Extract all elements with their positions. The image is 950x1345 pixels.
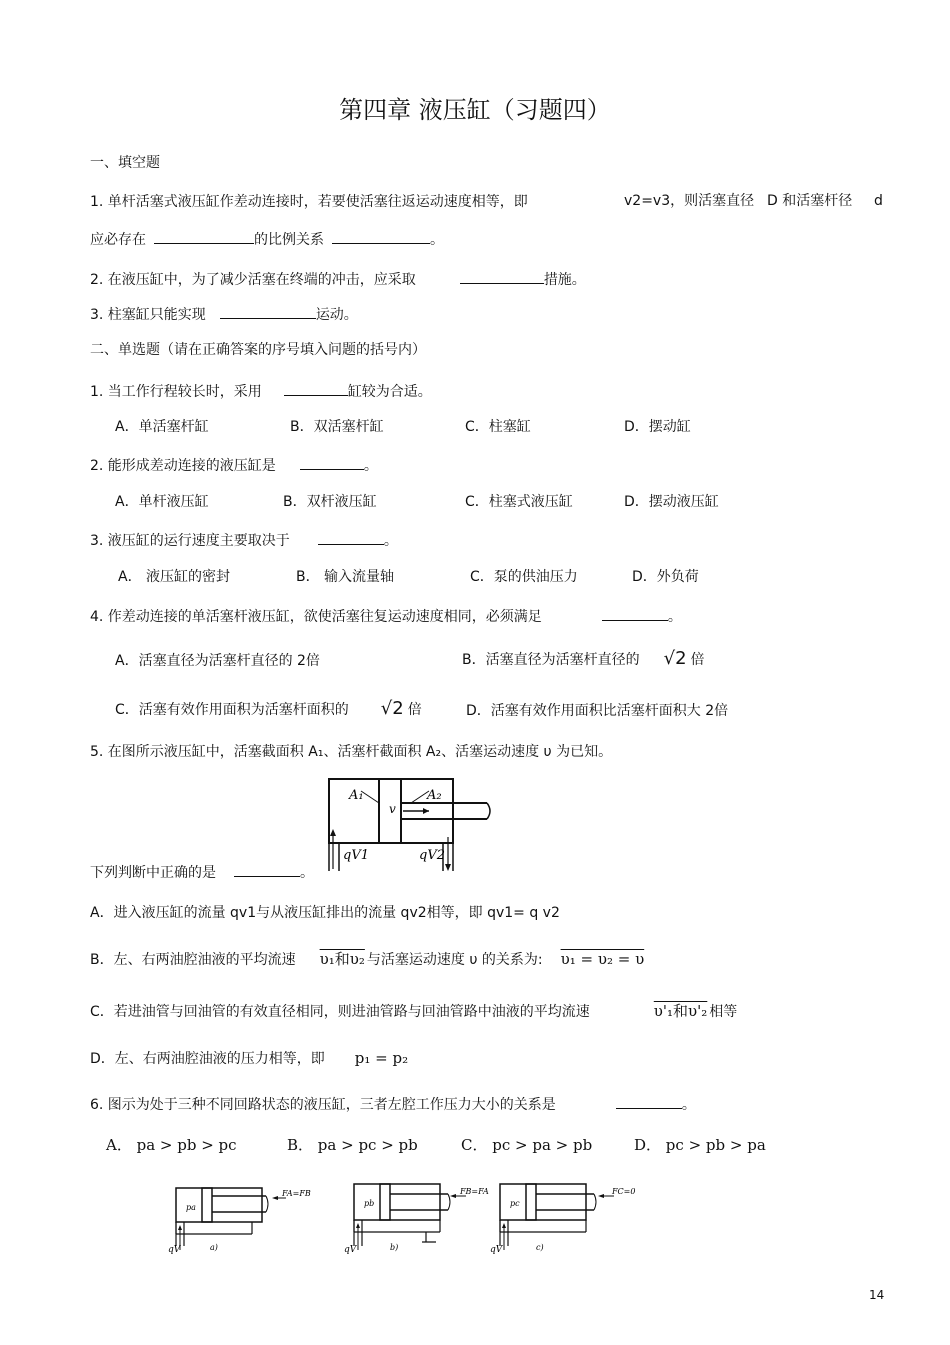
sc-q5-stem: 5. 在图所示液压缸中，活塞截面积 A₁、活塞杆截面积 A₂、活塞运动速度 υ 为已知。 — [90, 744, 613, 760]
answer-blank[interactable] — [284, 381, 348, 396]
sqrt2-symbol: √2 — [380, 698, 404, 719]
pressure-relation: p₁ = p₂ — [354, 1049, 409, 1067]
sc-q3-option-d[interactable]: D．外负荷 — [632, 569, 699, 585]
answer-blank[interactable] — [220, 304, 316, 319]
fig-label-a2: A₂ — [427, 788, 442, 803]
fig-label-qv1: qV1 — [343, 848, 369, 863]
answer-blank[interactable] — [616, 1094, 682, 1109]
cylinder-diagram-b — [340, 1176, 500, 1256]
page-number: 14 — [869, 1288, 885, 1302]
sc-q6-option-d[interactable]: D． pc > pb > pa — [634, 1136, 766, 1154]
sc-q4-stem: 4. 作差动连接的单活塞杆液压缸，欲使活塞往复运动速度相同，必须满足 。 — [90, 606, 682, 626]
mean-velocity-symbol: υ₁和υ₂ — [319, 950, 365, 968]
sc-q5-option-a[interactable]: A．进入液压缸的流量 qv1与从液压缸排出的流量 qv2相等，即 qv1= q v2 — [90, 905, 560, 921]
fig-label-v: v — [389, 802, 396, 816]
section-heading-single-choice: 二、单选题（请在正确答案的序号填入问题的括号内） — [90, 342, 426, 358]
fig-label-qv-b: qV — [344, 1245, 357, 1255]
sc-q4-option-b[interactable]: B．活塞直径为活塞杆直径的 √2 倍 — [462, 648, 705, 669]
answer-blank[interactable] — [318, 530, 384, 545]
fig-label-a: a) — [210, 1243, 218, 1252]
sc-q5-option-b[interactable]: B．左、右两油腔油液的平均流速 υ₁和υ₂ 与活塞运动速度 υ 的关系为: υ₁ = υ₂ = υ — [90, 950, 645, 968]
fig-label-c: c) — [536, 1243, 544, 1252]
sc-q2-stem: 2. 能形成差动连接的液压缸是 。 — [90, 455, 378, 475]
sc-q1-option-b[interactable]: B．双活塞杆缸 — [290, 419, 384, 435]
sc-q5-judge: 下列判断中正确的是 。 — [90, 862, 314, 882]
fig-label-a1: A₁ — [349, 788, 364, 803]
fig-label-fa: FA=FB — [282, 1189, 311, 1198]
sc-q6-option-c[interactable]: C． pc > pa > pb — [461, 1136, 593, 1154]
q1-text-c: D 和活塞杆径 — [767, 193, 853, 209]
sc-q2-option-c[interactable]: C．柱塞式液压缸 — [465, 494, 573, 510]
answer-blank[interactable] — [300, 455, 364, 470]
q2-text: 2. 在液压缸中，为了减少活塞在终端的冲击，应采取 措施。 — [90, 269, 586, 289]
sc-q4-option-d[interactable]: D．活塞有效作用面积比活塞杆面积大 2倍 — [466, 703, 729, 719]
sc-q1-option-c[interactable]: C．柱塞缸 — [465, 419, 531, 435]
answer-blank[interactable] — [602, 606, 668, 621]
sc-q1-option-d[interactable]: D．摆动缸 — [624, 419, 691, 435]
answer-blank[interactable] — [234, 862, 300, 877]
sc-q3-option-b[interactable]: B． 输入流量轴 — [296, 569, 395, 585]
sc-q6-stem: 6. 图示为处于三种不同回路状态的液压缸，三者左腔工作压力大小的关系是 。 — [90, 1094, 696, 1114]
q3-text: 3. 柱塞缸只能实现 运动。 — [90, 304, 358, 324]
velocity-relation: υ₁ = υ₂ = υ — [560, 950, 645, 968]
section-heading-fill-blank: 一、填空题 — [90, 155, 160, 171]
sc-q4-option-a[interactable]: A．活塞直径为活塞杆直径的 2倍 — [115, 653, 320, 669]
sc-q6-option-b[interactable]: B． pa > pc > pb — [287, 1136, 418, 1154]
sc-q6-option-a[interactable]: A． pa > pb > pc — [106, 1136, 237, 1154]
cylinder-diagram-c — [488, 1176, 648, 1256]
fig-label-pc: pc — [510, 1199, 520, 1208]
page-title: 第四章 液压缸（习题四） — [339, 96, 611, 124]
sc-q3-option-c[interactable]: C．泵的供油压力 — [470, 569, 578, 585]
q1-text-d: d — [874, 193, 883, 209]
sc-q4-option-c[interactable]: C．活塞有效作用面积为活塞杆面积的 √2 倍 — [115, 698, 422, 719]
fig-label-qv-c: qV — [490, 1245, 503, 1255]
answer-blank[interactable] — [154, 229, 254, 244]
answer-blank[interactable] — [460, 269, 544, 284]
q1-text: 1. 单杆活塞式液压缸作差动连接时，若要使活塞往返运动速度相等，即 — [90, 194, 528, 210]
fig-label-fc: FC=0 — [612, 1187, 636, 1196]
sc-q2-option-a[interactable]: A．单杆液压缸 — [115, 494, 209, 510]
q1-text-b: v2=v3，则活塞直径 — [624, 193, 755, 209]
q1-line2: 应必存在 的比例关系 。 — [90, 229, 444, 249]
answer-blank[interactable] — [332, 229, 430, 244]
fig-label-qv2: qV2 — [419, 848, 445, 863]
sc-q3-stem: 3. 液压缸的运行速度主要取决于 。 — [90, 530, 398, 550]
cylinder-diagram-a — [166, 1180, 318, 1256]
fig-label-pa: pa — [186, 1203, 196, 1212]
fig-label-pb: pb — [364, 1199, 375, 1208]
sc-q1-stem: 1. 当工作行程较长时，采用 缸较为合适。 — [90, 381, 432, 401]
fig-label-b: b) — [390, 1243, 399, 1252]
sqrt2-symbol: √2 — [663, 648, 687, 669]
pipe-velocity-symbol: υ'₁和υ'₂ — [653, 1002, 708, 1020]
sc-q5-option-c[interactable]: C．若进油管与回油管的有效直径相同，则进油管路与回油管路中油液的平均流速 υ'₁和υ'₂ 相等 — [90, 1002, 738, 1020]
sc-q1-option-a[interactable]: A．单活塞杆缸 — [115, 419, 209, 435]
sc-q3-option-a[interactable]: A． 液压缸的密封 — [118, 569, 231, 585]
sc-q2-option-b[interactable]: B．双杆液压缸 — [283, 494, 377, 510]
sc-q2-option-d[interactable]: D．摆动液压缸 — [624, 494, 719, 510]
cylinder-diagram-q5 — [325, 777, 493, 873]
fig-label-qv-a: qV — [168, 1245, 181, 1255]
fig-label-fb: FB=FA — [460, 1187, 489, 1196]
sc-q5-option-d[interactable]: D．左、右两油腔油液的压力相等，即 p₁ = p₂ — [90, 1049, 409, 1067]
